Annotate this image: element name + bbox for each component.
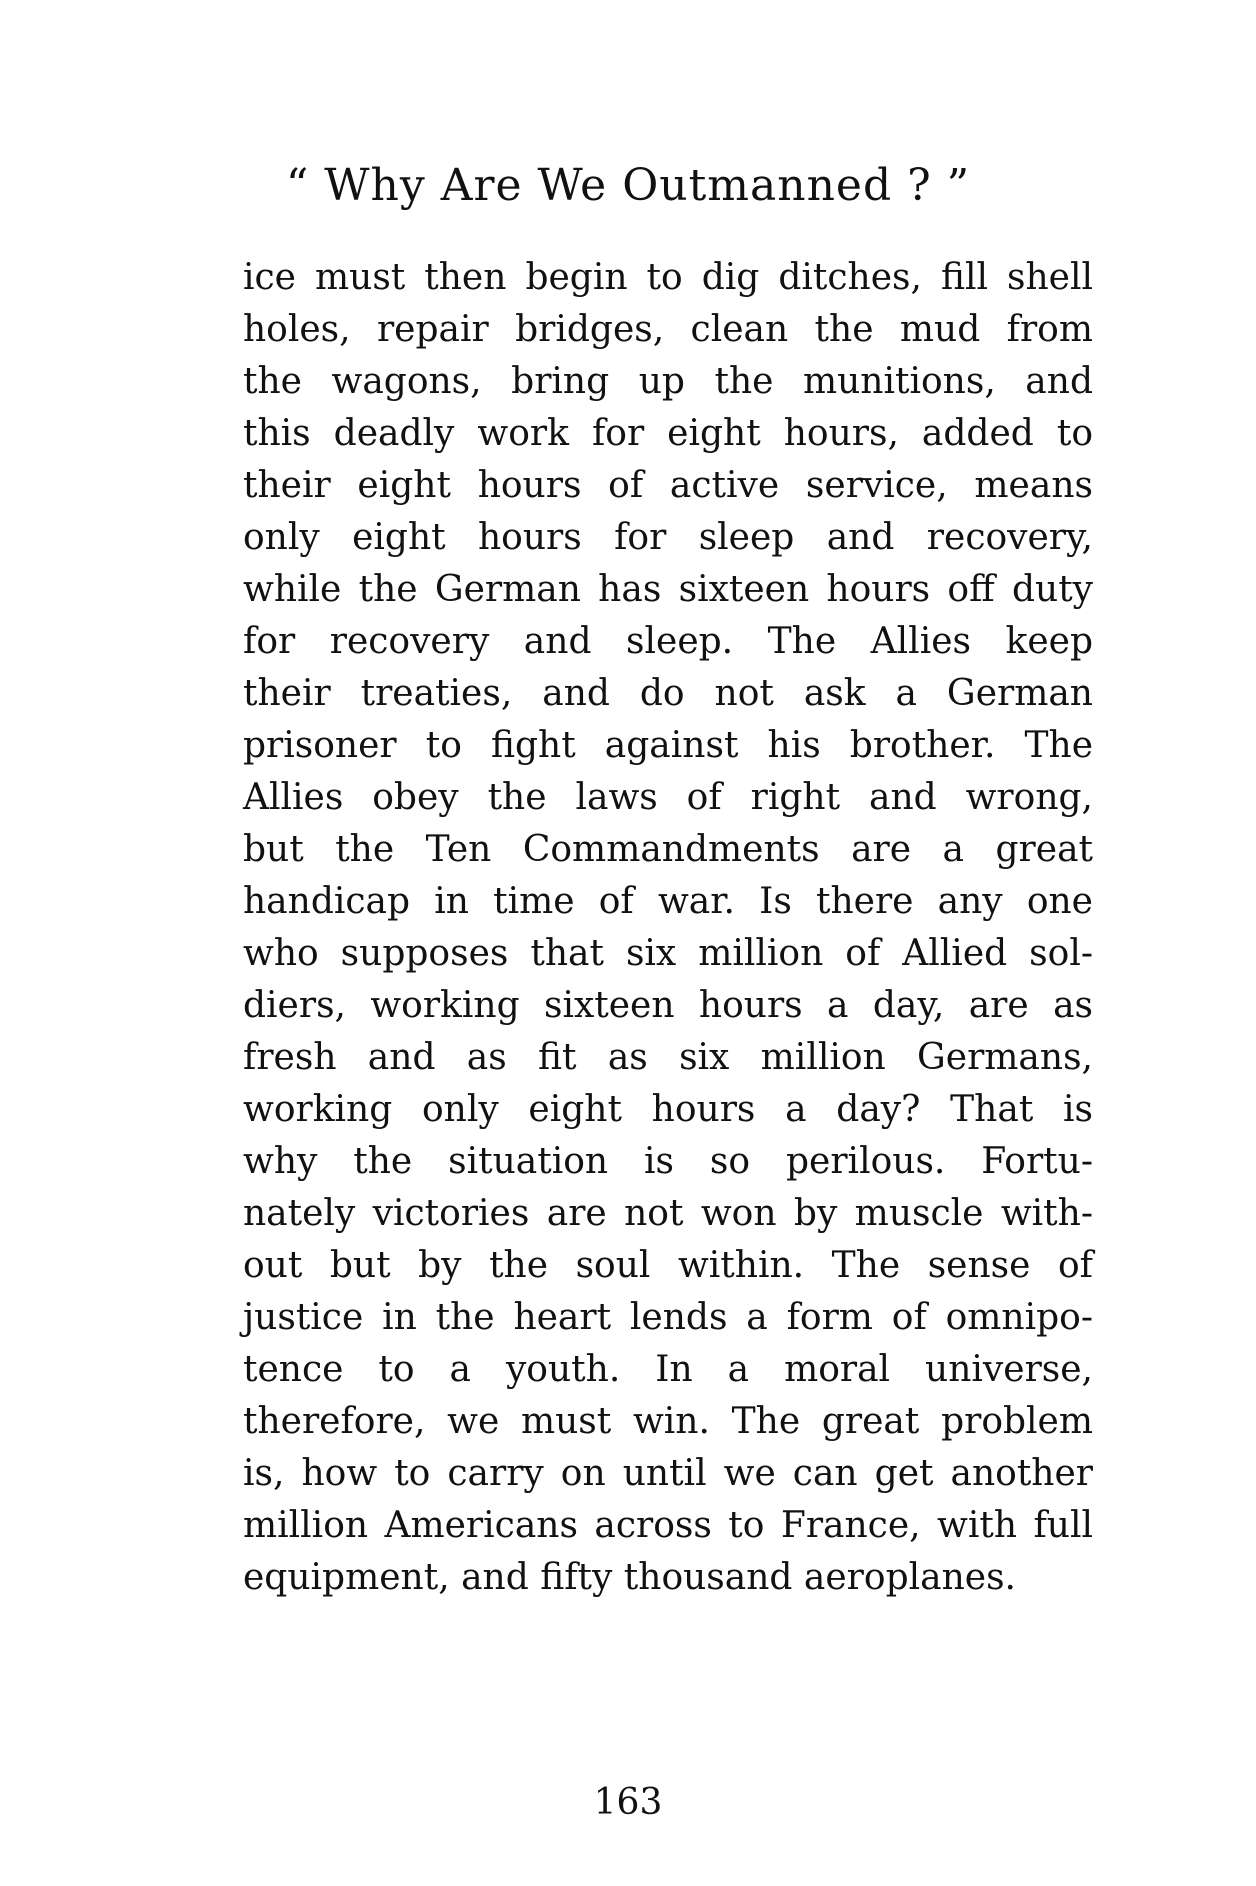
text-line: their treaties, and do not ask a German [243, 673, 1093, 714]
text-line: who supposes that six million of Allied sol- [243, 933, 1093, 974]
page-number: 163 [593, 1782, 663, 1823]
text-line: tence to a youth. In a moral universe, [243, 1349, 1093, 1390]
text-line: out but by the soul within. The sense of [243, 1245, 1093, 1286]
text-line: working only eight hours a day? That is [243, 1089, 1093, 1130]
text-line: handicap in time of war. Is there any one [243, 881, 1093, 922]
text-line: equipment, and fifty thousand aeroplanes. [243, 1557, 1016, 1598]
text-line: Allies obey the laws of right and wrong, [243, 777, 1093, 818]
text-line: holes, repair bridges, clean the mud from [243, 309, 1093, 350]
text-line: nately victories are not won by muscle with- [243, 1193, 1093, 1234]
text-line: only eight hours for sleep and recovery, [243, 517, 1093, 558]
running-head: “ Why Are We Outmanned ? ” [285, 160, 971, 211]
body-paragraph [243, 252, 1093, 1604]
text-line: why the situation is so perilous. Fortu- [243, 1141, 1093, 1182]
text-line: is, how to carry on until we can get another [243, 1453, 1093, 1494]
text-line: diers, working sixteen hours a day, are as [243, 985, 1093, 1026]
text-line: but the Ten Commandments are a great [243, 829, 1093, 870]
text-line: therefore, we must win. The great problem [243, 1401, 1093, 1442]
text-line: justice in the heart lends a form of omnipo- [243, 1297, 1093, 1338]
text-line: fresh and as fit as six million Germans, [243, 1037, 1093, 1078]
text-line: the wagons, bring up the munitions, and [243, 361, 1093, 402]
text-line: for recovery and sleep. The Allies keep [243, 621, 1093, 662]
text-line: this deadly work for eight hours, added to [243, 413, 1093, 454]
text-line: while the German has sixteen hours off duty [243, 569, 1093, 610]
text-line: ice must then begin to dig ditches, fill shell [243, 257, 1093, 298]
text-line: million Americans across to France, with full [243, 1505, 1093, 1546]
text-line: prisoner to fight against his brother. The [243, 725, 1093, 766]
text-line: their eight hours of active service, means [243, 465, 1093, 506]
